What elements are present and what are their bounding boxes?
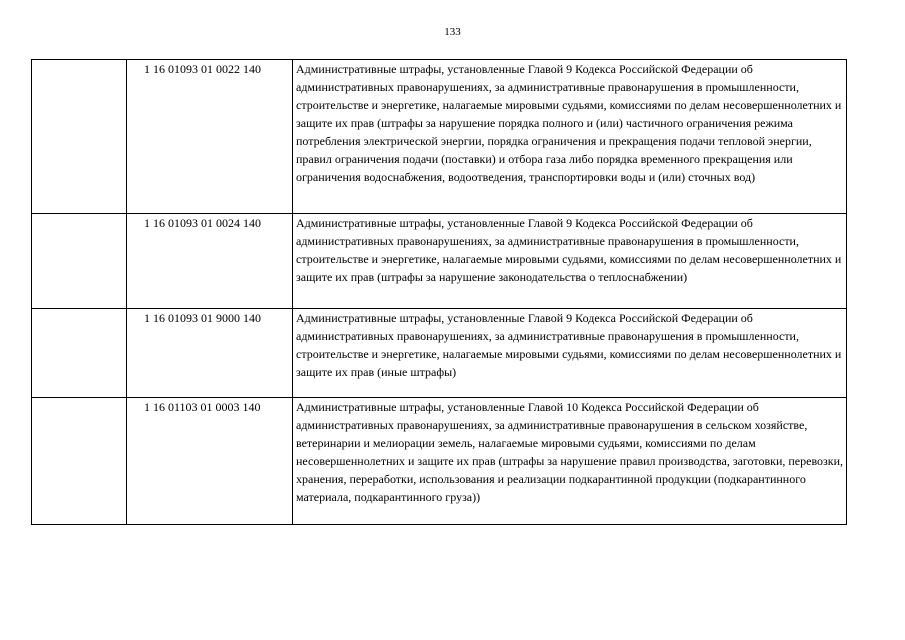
row-blank-cell [32,309,127,398]
row-blank-cell [32,60,127,214]
row-description-cell: Административные штрафы, установленные Главой 9 Кодекса Российской Федерации об административных правонарушениях, за административные правонарушения в промышленности, строительстве и энергетике, налагаемые мировыми судьями, комиссиями по делам несовершеннолетних и защите их прав (иные штрафы) [293,309,847,398]
row-code-cell [127,309,293,398]
budget-codes-table [31,59,847,525]
budget-code: 1 16 01093 01 0022 140 [144,62,261,76]
row-code-cell [127,214,293,309]
budget-code: 1 16 01103 01 0003 140 [144,400,261,414]
table-row [32,214,847,309]
row-description-cell: Административные штрафы, установленные Главой 10 Кодекса Российской Федерации об административных правонарушениях, за административные правонарушения в сельском хозяйстве, ветеринарии и мелиорации земель, налагаемые мировыми судьями, комиссиями по делам несовершеннолетних и защите их прав (штрафы за нарушение правил производства, заготовки, перевозки, хранения, переработки, использования и реализации подкарантинной продукции (подкарантинного материала, подкарантинного груза)) [293,398,847,525]
row-description-cell: Административные штрафы, установленные Главой 9 Кодекса Российской Федерации об административных правонарушениях, за административные правонарушения в промышленности, строительстве и энергетике, налагаемые мировыми судьями, комиссиями по делам несовершеннолетних и защите их прав (штрафы за нарушение законодательства о теплоснабжении) [293,214,847,309]
table-row [32,309,847,398]
table-row [32,398,847,525]
row-blank-cell [32,398,127,525]
page-number: 133 [444,26,461,38]
row-code-cell [127,60,293,214]
row-description-cell: Административные штрафы, установленные Главой 9 Кодекса Российской Федерации об административных правонарушениях, за административные правонарушения в промышленности, строительстве и энергетике, налагаемые мировыми судьями, комиссиями по делам несовершеннолетних и защите их прав (штрафы за нарушение порядка полного и (или) частичного ограничения режима потребления электрической энергии, порядка ограничения и прекращения подачи тепловой энергии, правил ограничения подачи (поставки) и отбора газа либо порядка временного прекращения или ограничения водоснабжения, водоотведения, транспортировки воды и (или) сточных вод) [293,60,847,214]
budget-code: 1 16 01093 01 9000 140 [144,311,261,325]
budget-code: 1 16 01093 01 0024 140 [144,216,261,230]
row-blank-cell [32,214,127,309]
table-row [32,60,847,214]
row-code-cell [127,398,293,525]
